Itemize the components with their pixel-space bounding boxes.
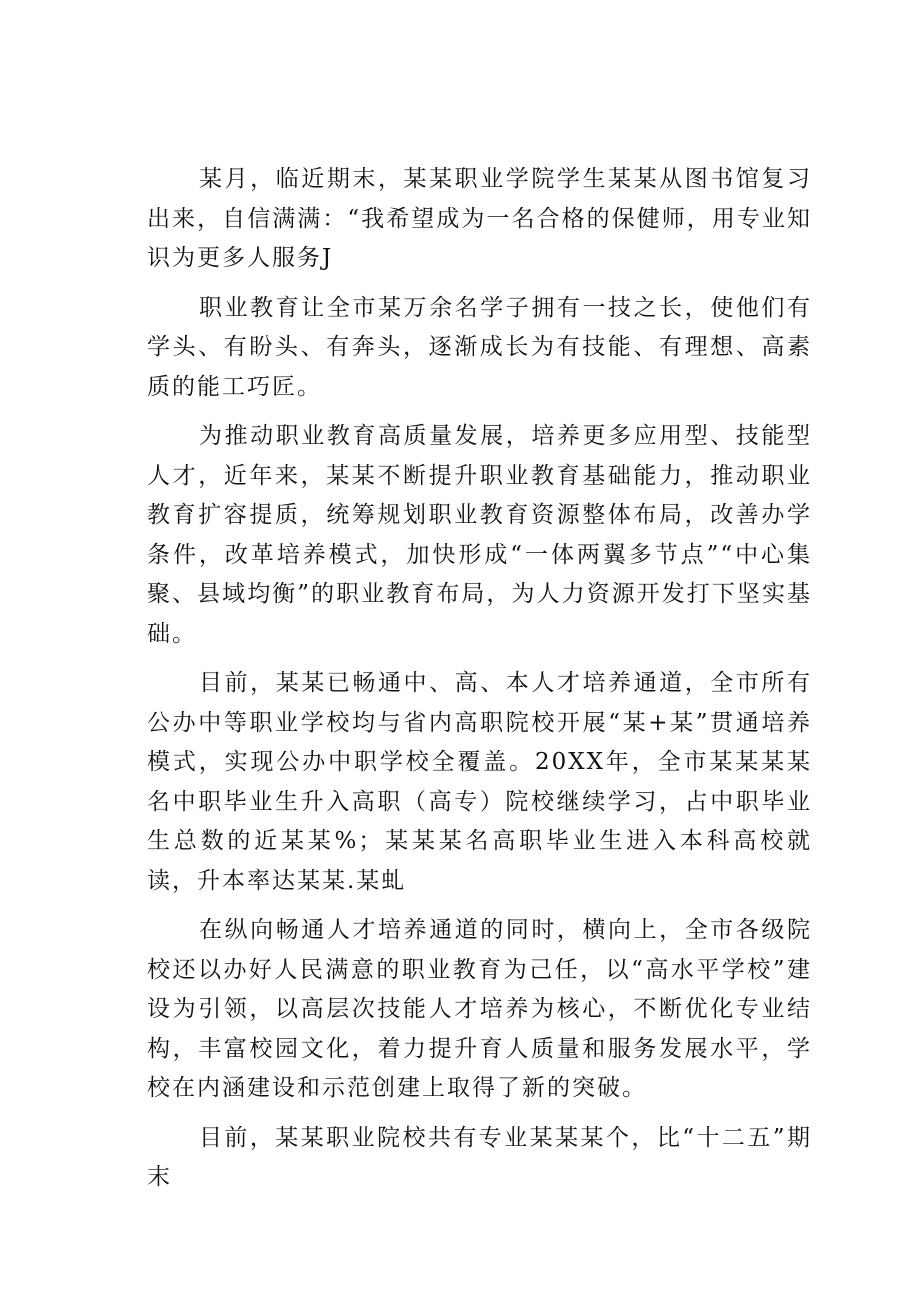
- paragraph-4: 目前，某某已畅通中、高、本人才培养通道，全市所有公办中等职业学校均与省内高职院校开展“某+某”贯通培养模式，实现公办中职学校全覆盖。20XX年，全市某某某某名中职毕业生升入高职（高专）院校继续学习，占中职毕业生总数的近某某%；某某某名高职毕业生进入本科高校就读，升本率达某某.某虬: [147, 670, 812, 894]
- paragraph-1: 某月，临近期末，某某职业学院学生某某从图书馆复习出来，自信满满：“我希望成为一名合格的保健师，用专业知识为更多人服务J: [147, 166, 812, 271]
- paragraph-5: 在纵向畅通人才培养通道的同时，横向上，全市各级院校还以办好人民满意的职业教育为己任，以“高水平学校”建设为引领，以高层次技能人才培养为核心，不断优化专业结构，丰富校园文化，着力提升育人质量和服务发展水平，学校在内涵建设和示范创建上取得了新的突破。: [147, 917, 812, 1101]
- paragraph-2: 职业教育让全市某万余名学子拥有一技之长，使他们有学头、有盼头、有奔头，逐渐成长为有技能、有理想、高素质的能工巧匠。: [147, 294, 812, 400]
- paragraph-6: 目前，某某职业院校共有专业某某某个，比“十二五”期末: [147, 1124, 812, 1190]
- document-body: [147, 160, 812, 1208]
- paragraph-3: 为推动职业教育高质量发展，培养更多应用型、技能型人才，近年来，某某不断提升职业教育基础能力，推动职业教育扩容提质，统筹规划职业教育资源整体布局，改善办学条件，改革培养模式，加快形成“一体两翼多节点”“中心集聚、县域均衡”的职业教育布局，为人力资源开发打下坚实基础。: [147, 423, 812, 647]
